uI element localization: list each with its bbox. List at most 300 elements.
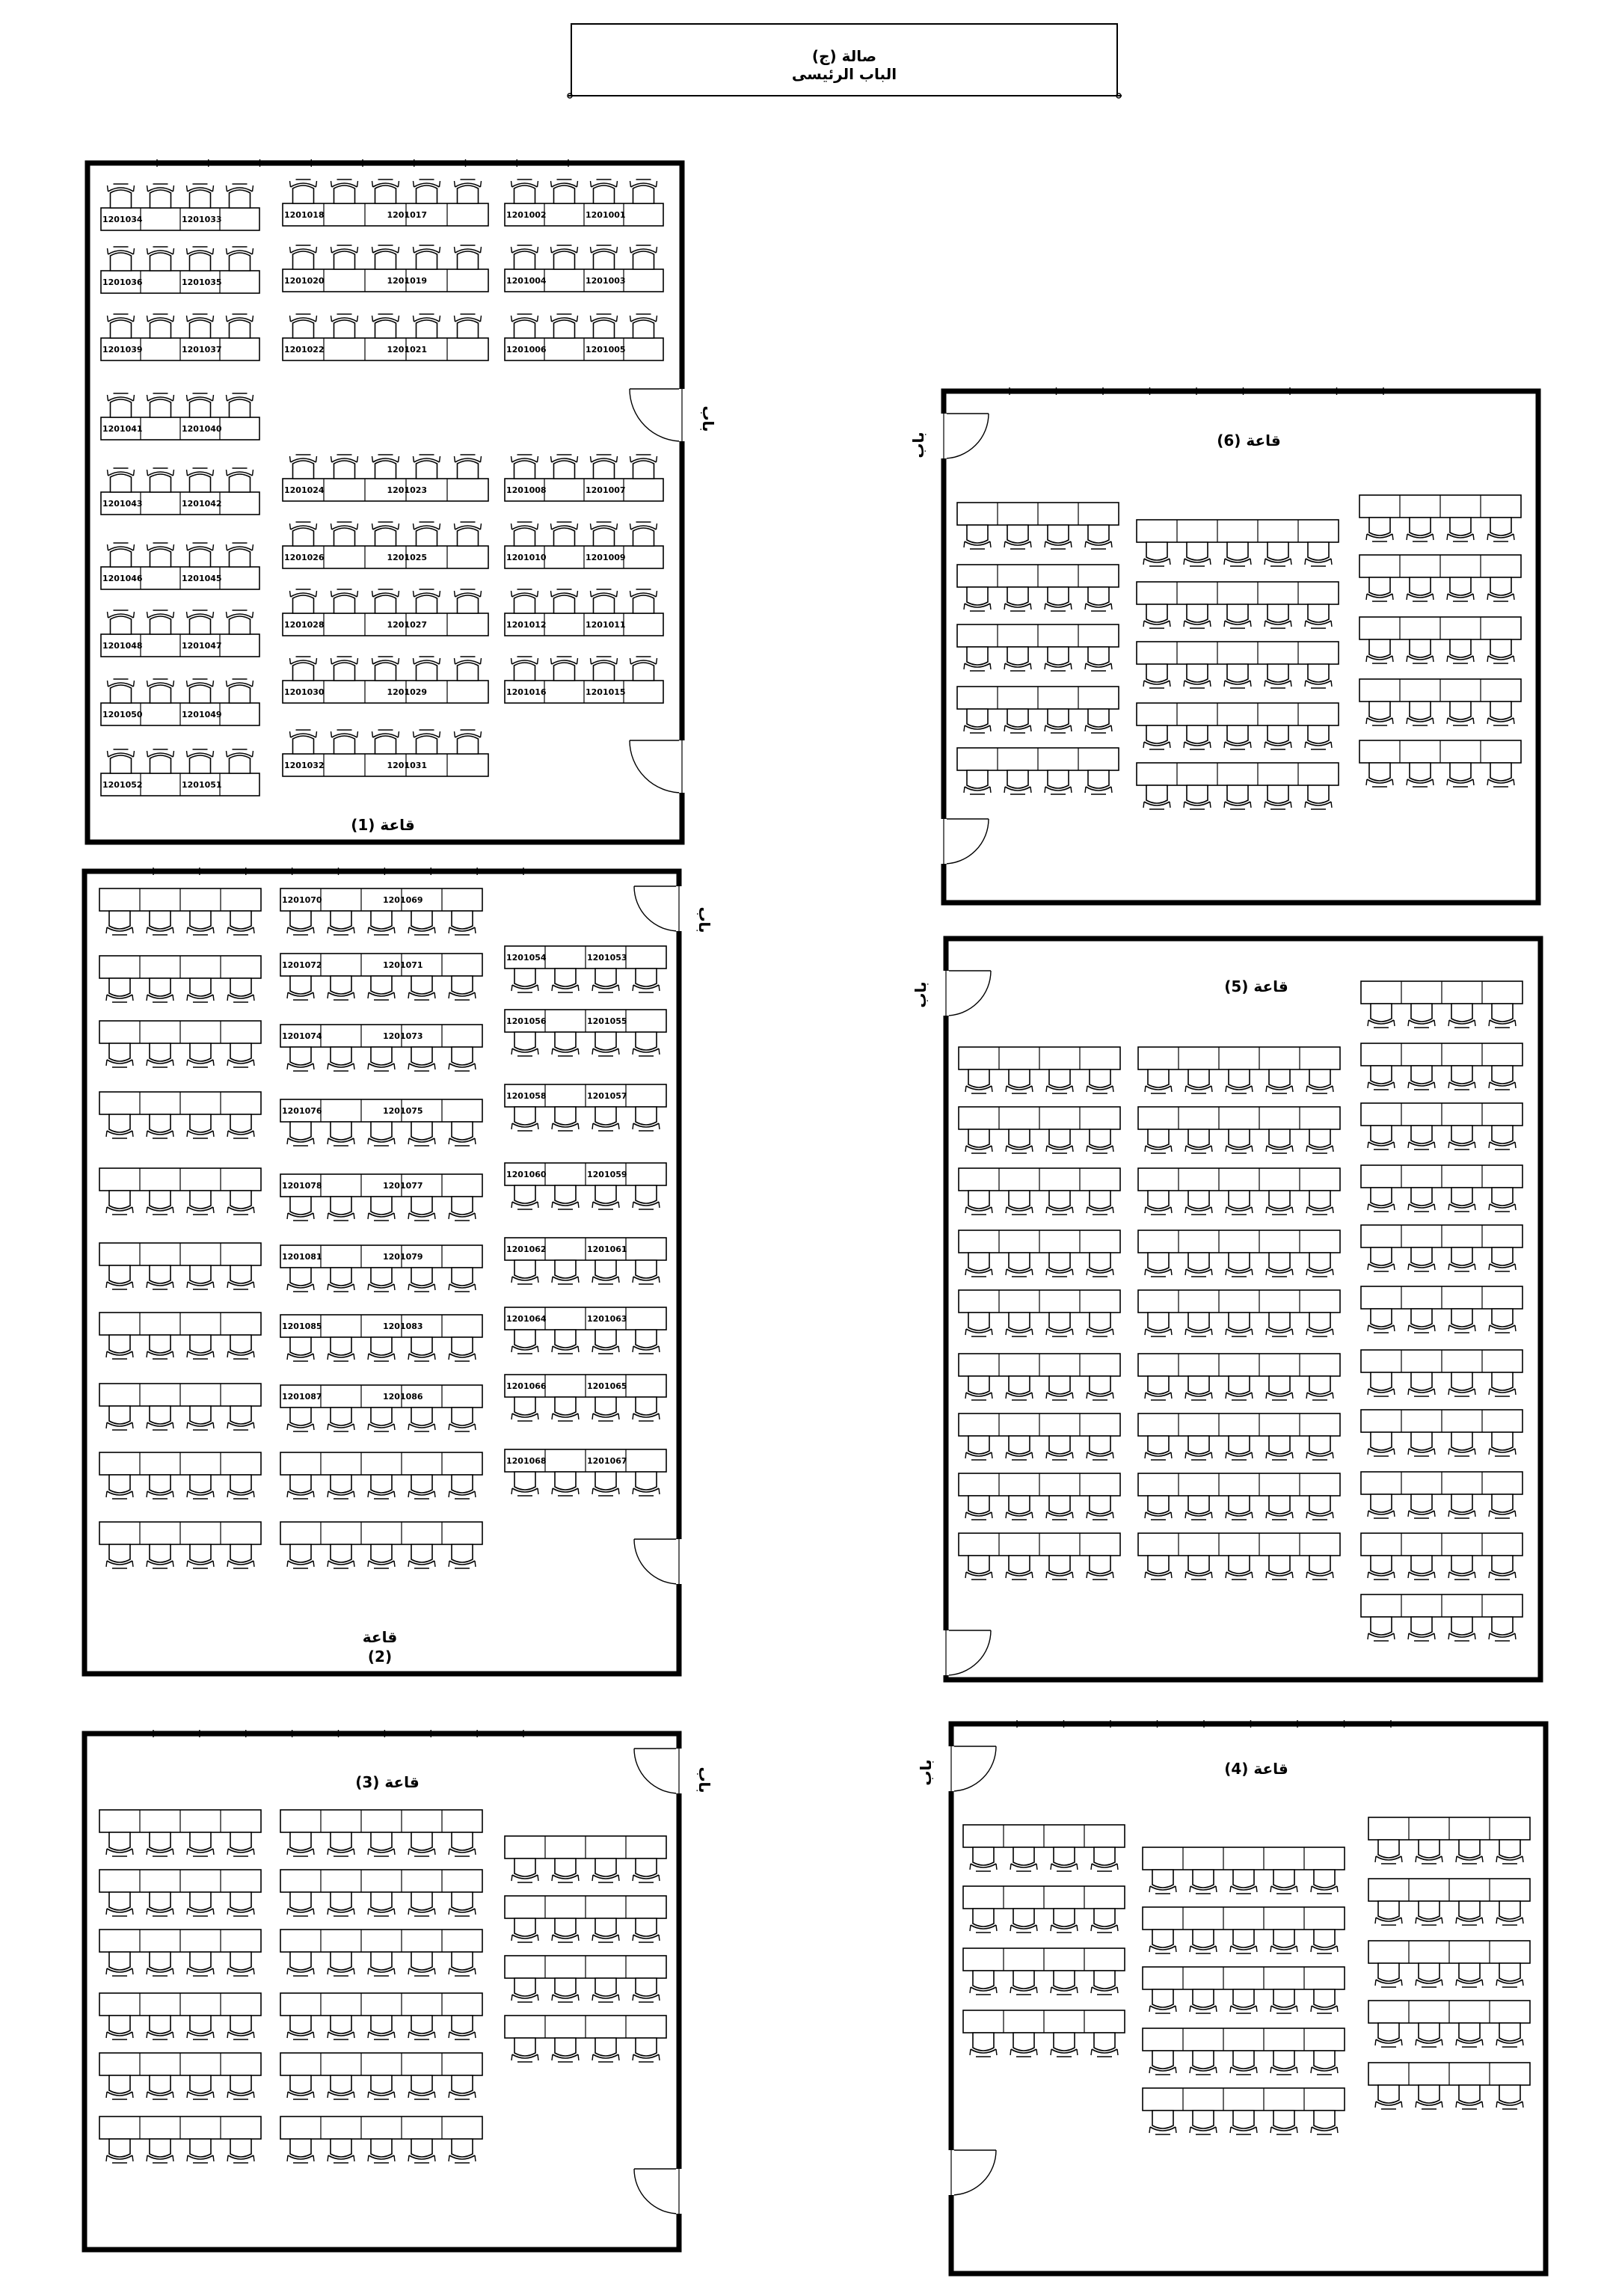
- chair-icon: [1489, 1494, 1516, 1518]
- seat-number-label: 1201042: [182, 499, 222, 509]
- seat-number-label: 1201058: [506, 1091, 547, 1101]
- chair-icon: [227, 543, 254, 567]
- seat-number-label: 1201011: [586, 620, 626, 630]
- chair-icon: [1051, 1847, 1078, 1871]
- chair-icon: [368, 1197, 395, 1221]
- door-icon: [634, 886, 679, 931]
- chair-icon: [1087, 1556, 1113, 1580]
- chair-icon: [1311, 2111, 1338, 2134]
- chair-icon: [511, 1397, 538, 1421]
- chair-icon: [1407, 639, 1434, 663]
- chair-icon: [147, 1114, 173, 1138]
- chair-icon: [408, 1832, 435, 1856]
- chair-icon: [633, 1107, 660, 1131]
- chair-icon: [1143, 664, 1170, 688]
- chair-icon: [965, 1253, 992, 1277]
- desk-row: [99, 1810, 261, 1856]
- chair-icon: [1368, 1432, 1395, 1456]
- desk-row: [280, 1315, 482, 1361]
- door-icon: [630, 740, 682, 793]
- chair-icon: [1265, 785, 1291, 809]
- chair-icon: [1006, 1376, 1033, 1400]
- chair-icon: [328, 976, 354, 1000]
- chair-icon: [449, 2075, 476, 2099]
- chair-icon: [187, 978, 214, 1002]
- seating-layer: [99, 159, 1530, 2214]
- chair-icon: [287, 1337, 314, 1361]
- chair-icon: [1190, 1870, 1217, 1894]
- chair-icon: [1087, 1496, 1113, 1520]
- chair-icon: [287, 2016, 314, 2039]
- chair-icon: [372, 730, 399, 754]
- chair-icon: [1091, 2033, 1118, 2057]
- chair-icon: [1496, 2023, 1523, 2047]
- desk-row: [505, 245, 663, 292]
- chair-icon: [106, 2075, 133, 2099]
- chair-icon: [106, 1544, 133, 1568]
- seat-number-label: 1201057: [587, 1091, 627, 1101]
- chair-icon: [328, 2139, 354, 2163]
- chair-icon: [511, 179, 538, 203]
- chair-icon: [1226, 1129, 1253, 1153]
- chair-icon: [1145, 1313, 1172, 1336]
- chair-icon: [414, 657, 440, 681]
- desk-row: [959, 1107, 1120, 1153]
- seat-number-label: 1201004: [506, 276, 547, 286]
- chair-icon: [1265, 604, 1291, 628]
- chair-icon: [287, 2139, 314, 2163]
- desk-row: [280, 954, 482, 1000]
- desk-row: [1361, 1225, 1522, 1271]
- desk-row: [280, 2117, 482, 2163]
- seat-number-label: 1201055: [587, 1016, 627, 1026]
- chair-icon: [187, 468, 214, 492]
- chair-icon: [1224, 725, 1251, 749]
- chair-icon: [551, 245, 578, 269]
- chair-icon: [1226, 1376, 1253, 1400]
- chair-icon: [449, 2139, 476, 2163]
- chair-icon: [1496, 2085, 1523, 2109]
- chair-icon: [1447, 577, 1474, 601]
- chair-icon: [1230, 1870, 1257, 1894]
- chair-icon: [227, 1191, 254, 1215]
- door-icon: [634, 1749, 679, 1793]
- chair-icon: [1408, 1126, 1435, 1149]
- chair-icon: [1375, 1901, 1402, 1925]
- chair-icon: [1046, 1436, 1073, 1460]
- seat-number-label: 1201021: [387, 345, 428, 354]
- seat-number-label: 1201054: [506, 953, 547, 963]
- chair-icon: [511, 1978, 538, 2002]
- chair-icon: [331, 589, 358, 613]
- chair-icon: [1375, 2085, 1402, 2109]
- chair-icon: [1305, 604, 1332, 628]
- chair-icon: [106, 911, 133, 935]
- chair-icon: [630, 314, 657, 338]
- chair-icon: [1230, 2111, 1257, 2134]
- chair-icon: [227, 1475, 254, 1499]
- chair-icon: [511, 314, 538, 338]
- chair-icon: [368, 1475, 395, 1499]
- desk-row: [280, 1099, 482, 1146]
- chair-icon: [414, 730, 440, 754]
- chair-icon: [1149, 2111, 1176, 2134]
- seat-number-label: 1201041: [102, 424, 143, 434]
- chair-icon: [1305, 785, 1332, 809]
- chair-icon: [592, 1472, 619, 1496]
- chair-icon: [414, 455, 440, 479]
- seat-number-label: 1201024: [284, 485, 325, 495]
- desk-row: [1138, 1168, 1340, 1215]
- chair-icon: [633, 969, 660, 992]
- chair-icon: [1416, 2023, 1442, 2047]
- chair-icon: [328, 1337, 354, 1361]
- chair-icon: [1190, 2111, 1217, 2134]
- chair-icon: [1408, 1309, 1435, 1333]
- desk-row: [283, 179, 488, 226]
- chair-icon: [408, 2075, 435, 2099]
- chair-icon: [1487, 639, 1514, 663]
- chair-icon: [328, 1892, 354, 1916]
- desk-row: [957, 624, 1119, 671]
- chair-icon: [372, 314, 399, 338]
- chair-icon: [449, 1122, 476, 1146]
- chair-icon: [1266, 1069, 1293, 1093]
- chair-icon: [449, 1544, 476, 1568]
- desk-row: [101, 543, 259, 589]
- chair-icon: [1489, 1372, 1516, 1396]
- chair-icon: [106, 2016, 133, 2039]
- chair-icon: [106, 1335, 133, 1359]
- chair-icon: [227, 2139, 254, 2163]
- chair-icon: [147, 679, 174, 703]
- chair-icon: [328, 911, 354, 935]
- seat-number-label: 1201005: [586, 345, 626, 354]
- chair-icon: [187, 184, 214, 208]
- chair-icon: [287, 1122, 314, 1146]
- chair-icon: [1487, 763, 1514, 787]
- chair-icon: [147, 1265, 173, 1289]
- chair-icon: [1046, 1191, 1073, 1215]
- door-icon: [951, 1746, 996, 1791]
- chair-icon: [1408, 1004, 1435, 1028]
- chair-icon: [449, 1952, 476, 1976]
- chair-icon: [552, 1260, 579, 1284]
- seat-number-label: 1201036: [102, 277, 143, 287]
- desk-row: [505, 589, 663, 636]
- chair-icon: [1266, 1313, 1293, 1336]
- chair-icon: [147, 2075, 173, 2099]
- seat-number-label: 1201046: [102, 574, 143, 583]
- chair-icon: [1366, 518, 1393, 541]
- chair-icon: [290, 314, 317, 338]
- seat-number-label: 1201029: [387, 687, 428, 697]
- seat-number-label: 1201008: [506, 485, 547, 495]
- chair-icon: [227, 1265, 254, 1289]
- door-icon: [634, 1539, 679, 1584]
- chair-icon: [1045, 587, 1072, 611]
- chair-icon: [449, 1268, 476, 1292]
- chair-icon: [1087, 1376, 1113, 1400]
- chair-icon: [1366, 763, 1393, 787]
- chair-icon: [1375, 2023, 1402, 2047]
- chair-icon: [592, 1918, 619, 1942]
- desk-row: [99, 1243, 261, 1289]
- chair-icon: [287, 1408, 314, 1431]
- chair-icon: [1408, 1494, 1435, 1518]
- seat-number-label: 1201043: [102, 499, 143, 509]
- chair-icon: [187, 1191, 214, 1215]
- door-icon: [944, 414, 989, 458]
- chair-icon: [1306, 1436, 1333, 1460]
- desk-row: [963, 1825, 1125, 1871]
- chair-icon: [1311, 1930, 1338, 1953]
- chair-icon: [511, 522, 538, 546]
- desk-row: [283, 730, 488, 776]
- chair-icon: [147, 978, 173, 1002]
- chair-icon: [630, 455, 657, 479]
- chair-icon: [287, 1832, 314, 1856]
- chair-icon: [187, 247, 214, 271]
- chair-icon: [552, 1330, 579, 1354]
- chair-icon: [1456, 1901, 1483, 1925]
- desk-row: [1143, 1967, 1345, 2013]
- chair-icon: [1408, 1066, 1435, 1090]
- desk-row: [505, 1956, 666, 2002]
- desk-row: [1361, 1043, 1522, 1090]
- chair-icon: [1368, 1066, 1395, 1090]
- chair-icon: [1270, 1989, 1297, 2013]
- seat-number-label: 1201071: [383, 960, 423, 970]
- hall-title: صالة (ج): [811, 47, 877, 65]
- chair-icon: [1004, 587, 1031, 611]
- chair-icon: [1408, 1372, 1435, 1396]
- chair-icon: [1270, 1930, 1297, 1953]
- chair-icon: [1366, 639, 1393, 663]
- chair-icon: [1091, 1847, 1118, 1871]
- chair-icon: [1368, 1494, 1395, 1518]
- chair-icon: [227, 911, 254, 935]
- chair-icon: [147, 184, 174, 208]
- chair-icon: [227, 1114, 254, 1138]
- chair-icon: [1306, 1496, 1333, 1520]
- chair-icon: [1085, 587, 1112, 611]
- chair-icon: [1143, 604, 1170, 628]
- chair-icon: [1149, 1870, 1176, 1894]
- chair-icon: [1266, 1191, 1293, 1215]
- chair-icon: [290, 730, 317, 754]
- seat-number-label: 1201059: [587, 1170, 627, 1179]
- chair-icon: [455, 589, 482, 613]
- chair-icon: [328, 1832, 354, 1856]
- chair-icon: [106, 2139, 133, 2163]
- chair-icon: [187, 1892, 214, 1916]
- desk-row: [1143, 1907, 1345, 1953]
- chair-icon: [1006, 1253, 1033, 1277]
- chair-icon: [1306, 1129, 1333, 1153]
- chair-icon: [287, 1892, 314, 1916]
- chair-icon: [592, 1330, 619, 1354]
- chair-icon: [408, 1268, 435, 1292]
- chair-icon: [187, 1544, 214, 1568]
- desk-row: [99, 1452, 261, 1499]
- seat-number-label: 1201034: [102, 215, 143, 224]
- desk-row: [959, 1290, 1120, 1336]
- door-label: باب: [695, 906, 713, 933]
- desk-row: [1361, 1350, 1522, 1396]
- chair-icon: [511, 2038, 538, 2062]
- chair-icon: [1184, 664, 1211, 688]
- chair-icon: [1375, 1840, 1402, 1864]
- chair-icon: [970, 1971, 997, 1995]
- chair-icon: [1149, 1989, 1176, 2013]
- chair-icon: [1085, 647, 1112, 671]
- chair-icon: [1408, 1432, 1435, 1456]
- chair-icon: [1407, 702, 1434, 725]
- chair-icon: [965, 1313, 992, 1336]
- chair-icon: [408, 1952, 435, 1976]
- chair-icon: [328, 1544, 354, 1568]
- chair-icon: [408, 1475, 435, 1499]
- chair-icon: [1306, 1376, 1333, 1400]
- desk-row: [101, 610, 259, 657]
- chair-icon: [1143, 542, 1170, 566]
- chair-icon: [408, 1197, 435, 1221]
- chair-icon: [227, 2016, 254, 2039]
- chair-icon: [511, 1185, 538, 1209]
- chair-icon: [633, 1918, 660, 1942]
- chair-icon: [414, 522, 440, 546]
- chair-icon: [227, 1043, 254, 1067]
- chair-icon: [1266, 1129, 1293, 1153]
- chair-icon: [368, 2139, 395, 2163]
- chair-icon: [970, 2033, 997, 2057]
- desk-row: [1361, 1165, 1522, 1212]
- chair-icon: [227, 184, 254, 208]
- chair-icon: [1224, 664, 1251, 688]
- chair-icon: [552, 1185, 579, 1209]
- chair-icon: [368, 1832, 395, 1856]
- chair-icon: [1407, 518, 1434, 541]
- chair-icon: [1004, 647, 1031, 671]
- chair-icon: [414, 179, 440, 203]
- chair-icon: [552, 1858, 579, 1882]
- desk-row: [280, 1810, 482, 1856]
- desk-row: [101, 749, 259, 796]
- chair-icon: [449, 1197, 476, 1221]
- chair-icon: [108, 184, 135, 208]
- door-icon: [944, 819, 989, 864]
- desk-row: [1368, 1817, 1530, 1864]
- chair-icon: [1045, 525, 1072, 549]
- desk-row: [1137, 520, 1339, 566]
- chair-icon: [187, 679, 214, 703]
- door-label: باب: [695, 1766, 713, 1793]
- chair-icon: [449, 1892, 476, 1916]
- seat-number-label: 1201083: [383, 1322, 423, 1331]
- chair-icon: [187, 2139, 214, 2163]
- seat-number-label: 1201074: [282, 1031, 322, 1041]
- chair-icon: [1306, 1069, 1333, 1093]
- chair-icon: [414, 314, 440, 338]
- chair-icon: [1145, 1496, 1172, 1520]
- chair-icon: [1448, 1617, 1475, 1641]
- chair-icon: [227, 749, 254, 773]
- chair-icon: [1407, 763, 1434, 787]
- chair-icon: [964, 709, 991, 733]
- chair-icon: [1368, 1309, 1395, 1333]
- chair-icon: [1226, 1496, 1253, 1520]
- chair-icon: [1408, 1617, 1435, 1641]
- chair-icon: [147, 1191, 173, 1215]
- chair-icon: [1185, 1069, 1212, 1093]
- chair-icon: [108, 749, 135, 773]
- desk-row: [280, 1025, 482, 1071]
- chair-icon: [187, 610, 214, 634]
- chair-icon: [1145, 1129, 1172, 1153]
- chair-icon: [328, 1122, 354, 1146]
- seat-number-label: 1201065: [587, 1381, 627, 1391]
- desk-row: [1361, 1410, 1522, 1456]
- desk-row: [283, 522, 488, 568]
- seat-number-label: 1201047: [182, 641, 222, 651]
- desk-row: [283, 589, 488, 636]
- desk-row: [1368, 2001, 1530, 2047]
- chair-icon: [1265, 664, 1291, 688]
- chair-icon: [449, 976, 476, 1000]
- chair-icon: [1230, 2051, 1257, 2075]
- desk-row: [959, 1413, 1120, 1460]
- chair-icon: [592, 2038, 619, 2062]
- desk-row: [505, 1836, 666, 1882]
- room-2-number: (2): [367, 1648, 393, 1666]
- chair-icon: [227, 978, 254, 1002]
- chair-icon: [408, 1544, 435, 1568]
- chair-icon: [511, 1330, 538, 1354]
- room-1-label: قاعة (1): [351, 816, 415, 834]
- chair-icon: [1143, 785, 1170, 809]
- chair-icon: [1456, 1840, 1483, 1864]
- chair-icon: [227, 679, 254, 703]
- chair-icon: [227, 1335, 254, 1359]
- chair-icon: [633, 2038, 660, 2062]
- chair-icon: [1489, 1066, 1516, 1090]
- desk-row: [1138, 1413, 1340, 1460]
- desk-row: [1368, 1879, 1530, 1925]
- chair-icon: [187, 749, 214, 773]
- seat-number-label: 1201030: [284, 687, 325, 697]
- chair-icon: [1185, 1191, 1212, 1215]
- seat-number-label: 1201076: [282, 1106, 322, 1116]
- chair-icon: [592, 1260, 619, 1284]
- chair-icon: [1270, 2111, 1297, 2134]
- desk-row: [505, 179, 663, 226]
- chair-icon: [633, 1397, 660, 1421]
- chair-icon: [187, 1043, 214, 1067]
- desk-row: [101, 314, 259, 360]
- chair-icon: [368, 1408, 395, 1431]
- seat-number-label: 1201017: [387, 210, 428, 220]
- chair-icon: [1224, 785, 1251, 809]
- chair-icon: [368, 1122, 395, 1146]
- chair-icon: [455, 657, 482, 681]
- chair-icon: [187, 1406, 214, 1430]
- chair-icon: [1448, 1494, 1475, 1518]
- chair-icon: [287, 1544, 314, 1568]
- desk-row: [505, 1084, 666, 1131]
- chair-icon: [449, 1047, 476, 1071]
- seat-number-label: 1201075: [383, 1106, 423, 1116]
